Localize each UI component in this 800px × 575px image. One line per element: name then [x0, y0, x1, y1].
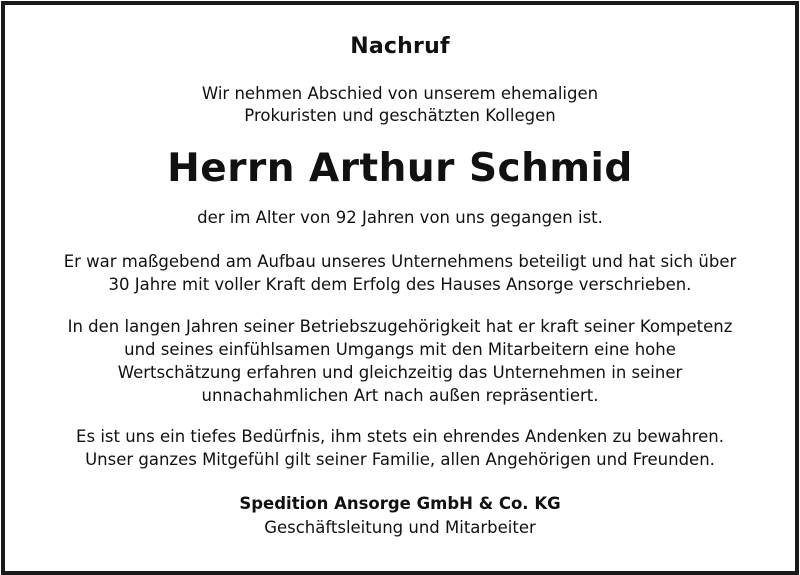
- notice-heading: Nachruf: [350, 34, 450, 59]
- paragraph-line: Er war maßgebend am Aufbau unseres Unternehmens beteiligt und hat sich über: [63, 252, 737, 271]
- paragraph-appreciation: [45, 315, 755, 407]
- paragraph-line: unnachahmlichen Art nach außen repräsentiert.: [201, 386, 599, 405]
- paragraph-contribution: [45, 250, 755, 296]
- paragraph-line: 30 Jahre mit voller Kraft dem Erfolg des Hauses Ansorge verschrieben.: [108, 275, 692, 294]
- paragraph-line: Wertschätzung erfahren und gleichzeitig das Unternehmen in seiner: [117, 363, 683, 382]
- paragraph-line: Es ist uns ein tiefes Bedürfnis, ihm stets ein ehrendes Andenken zu bewahren.: [76, 427, 724, 446]
- company-name: Spedition Ansorge GmbH & Co. KG: [239, 494, 561, 513]
- obituary-frame: [1, 1, 799, 575]
- age-line: der im Alter von 92 Jahren von uns gegangen ist.: [197, 208, 603, 227]
- intro-line: Prokuristen und geschätzten Kollegen: [244, 106, 556, 125]
- intro-text: [5, 83, 795, 127]
- deceased-name: Herrn Arthur Schmid: [167, 146, 633, 191]
- paragraph-line: Unser ganzes Mitgefühl gilt seiner Familie, allen Angehörigen und Freunden.: [85, 450, 715, 469]
- paragraph-line: In den langen Jahren seiner Betriebszugehörigkeit hat er kraft seiner Kompetenz: [67, 317, 733, 336]
- intro-line: Wir nehmen Abschied von unserem ehemaligen: [201, 84, 599, 103]
- signatories: Geschäftsleitung und Mitarbeiter: [264, 518, 536, 537]
- paragraph-line: und seines einfühlsamen Umgangs mit den Mitarbeitern eine hohe: [124, 340, 676, 359]
- paragraph-condolence: [45, 425, 755, 471]
